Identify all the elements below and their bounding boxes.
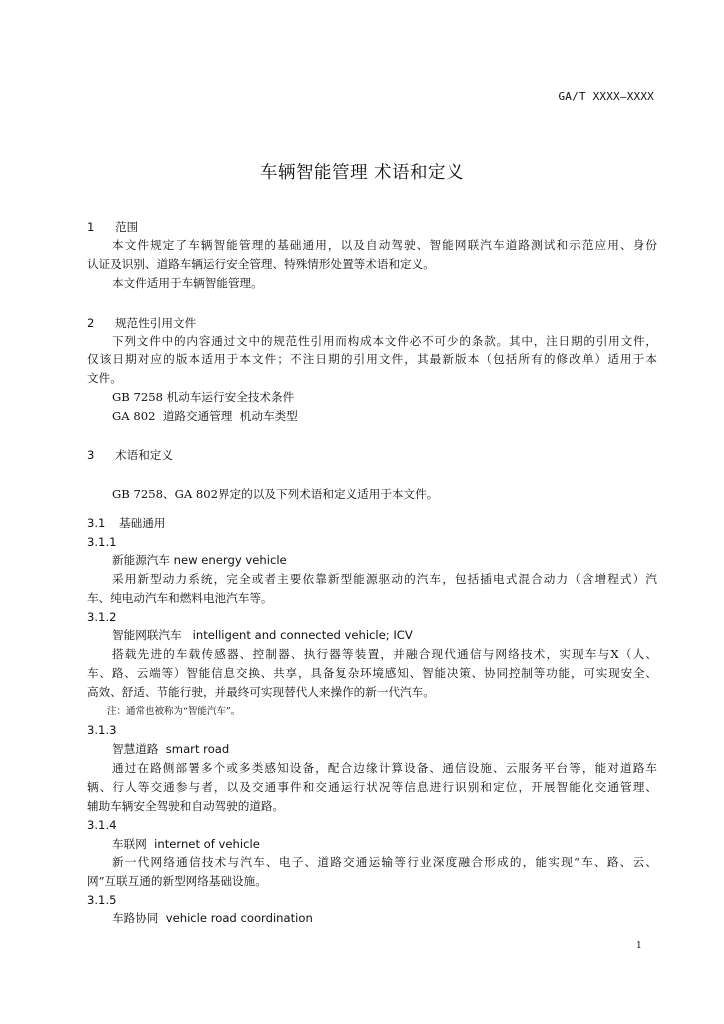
- term-title: 车路协同 vehicle road coordination: [112, 911, 313, 925]
- section-3-heading: [87, 448, 173, 462]
- subsection-3-1-heading: [87, 516, 165, 530]
- paragraph-line: 下列文件中的内容通过文中的规范性引用而构成本文件必不可少的条款。其中，注日期的引用文件，: [112, 334, 657, 348]
- definition-line: 车、路、云端等）智能信息交换、共享，具备复杂环境感知、智能决策、协同控制等功能，可实现安全、: [87, 666, 657, 680]
- section-number: 2: [87, 316, 95, 330]
- definition-line: 通过在路侧部署多个或多类感知设备，配合边缘计算设备、通信设施、云服务平台等，能对道路车: [112, 761, 657, 775]
- paragraph-line: 仅该日期对应的版本适用于本文件；不注日期的引用文件，其最新版本（包括所有的修改单）适用于本: [87, 352, 657, 366]
- reference-item: GA 802 道路交通管理 机动车类型: [112, 409, 298, 423]
- paragraph-line: 本文件规定了车辆智能管理的基础通用，以及自动驾驶、智能网联汽车道路测试和示范应用、身份: [112, 238, 657, 252]
- section-title: 术语和定义: [115, 448, 173, 462]
- section-number: 1: [87, 220, 95, 234]
- term-number: 3.1.5: [87, 893, 117, 907]
- term-number: 3.1.2: [87, 610, 117, 624]
- definition-line: 网”互联互通的新型网络基础设施。: [87, 874, 267, 888]
- definition-line: 高效、舒适、节能行驶，并最终可实现替代人来操作的新一代汽车。: [87, 685, 435, 699]
- page-number: 1: [636, 941, 642, 951]
- term-number: 3.1.3: [87, 723, 117, 737]
- document-title: 车辆智能管理 术语和定义: [259, 163, 465, 183]
- term-title: 新能源汽车 new energy vehicle: [112, 553, 287, 567]
- definition-line: 搭载先进的车载传感器、控制器、执行器等装置，并融合现代通信与网络技术，实现车与X（人、: [112, 647, 657, 661]
- term-number: 3.1.4: [87, 818, 117, 832]
- section-2-heading: [87, 316, 196, 330]
- document-code: GA/T XXXX—XXXX: [558, 90, 654, 103]
- paragraph-line: 本文件适用于车辆智能管理。: [112, 276, 263, 290]
- definition-line: 车、纯电动汽车和燃料电池汽车等。: [87, 591, 273, 605]
- section-title: 规范性引用文件: [115, 316, 197, 330]
- term-title: 智慧道路 smart road: [112, 742, 230, 756]
- definition-line: 采用新型动力系统，完全或者主要依靠新型能源驱动的汽车，包括插电式混合动力（含增程式）汽: [112, 572, 657, 586]
- subsection-number: 3.1: [87, 516, 106, 530]
- reference-item: GB 7258 机动车运行安全技术条件: [112, 390, 295, 404]
- term-title: 车联网 internet of vehicle: [112, 837, 260, 851]
- paragraph-line: 认证及识别、道路车辆运行安全管理、特殊情形处置等术语和定义。: [87, 257, 435, 271]
- paragraph-line: 文件。: [87, 371, 122, 385]
- section-title: 范围: [115, 220, 139, 234]
- note-text: 注：通常也被称为“智能汽车”。: [107, 706, 241, 717]
- section-number: 3: [87, 448, 95, 462]
- definition-line: 新一代网络通信技术与汽车、电子、道路交通运输等行业深度融合形成的，能实现“车、路、云、: [112, 855, 657, 869]
- section-1-heading: [87, 220, 138, 234]
- paragraph-line: GB 7258、GA 802界定的以及下列术语和定义适用于本文件。: [112, 487, 439, 501]
- term-number: 3.1.1: [87, 535, 117, 549]
- term-title: 智能网联汽车 intelligent and connected vehicle; ICV: [112, 628, 413, 642]
- definition-line: 辅助车辆安全驾驶和自动驾驶的道路。: [87, 799, 285, 813]
- subsection-title: 基础通用: [119, 516, 166, 530]
- definition-line: 辆、行人等交通参与者，以及交通事件和交通运行状况等信息进行识别和定位，开展智能化交通管理、: [87, 780, 657, 794]
